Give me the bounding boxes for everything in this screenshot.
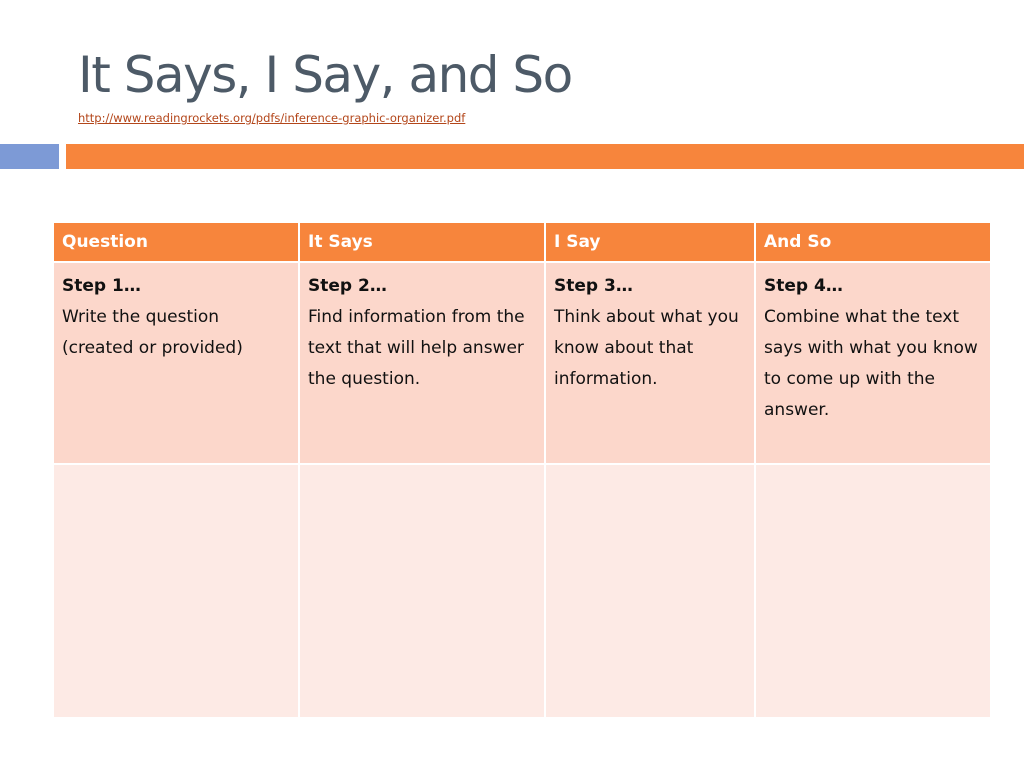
table-header-row xyxy=(53,222,991,262)
step-2-label: Step 2… xyxy=(308,276,387,296)
table-row-steps xyxy=(53,262,991,464)
header-i-say: I Say xyxy=(545,222,755,262)
source-link[interactable]: http://www.readingrockets.org/pdfs/inference-graphic-organizer.pdf xyxy=(78,111,466,125)
accent-bar-blue xyxy=(0,144,59,169)
accent-bar-orange xyxy=(66,144,1024,169)
step-4-cell xyxy=(755,262,991,464)
blank-cell-i-say[interactable] xyxy=(545,464,755,718)
step-2-cell xyxy=(299,262,545,464)
step-1-cell xyxy=(53,262,299,464)
step-2-text: Find information from the text that will help answer the question. xyxy=(308,307,525,389)
slide-title: It Says, I Say, and So xyxy=(78,46,572,104)
step-1-text: Write the question (created or provided) xyxy=(62,307,243,358)
header-and-so: And So xyxy=(755,222,991,262)
step-1-label: Step 1… xyxy=(62,276,141,296)
blank-cell-and-so[interactable] xyxy=(755,464,991,718)
step-4-label: Step 4… xyxy=(764,276,843,296)
header-it-says: It Says xyxy=(299,222,545,262)
step-3-text: Think about what you know about that information. xyxy=(554,307,739,389)
blank-cell-it-says[interactable] xyxy=(299,464,545,718)
header-question: Question xyxy=(53,222,299,262)
step-3-cell xyxy=(545,262,755,464)
step-3-label: Step 3… xyxy=(554,276,633,296)
table-row-blank xyxy=(53,464,991,718)
blank-cell-question[interactable] xyxy=(53,464,299,718)
step-4-text: Combine what the text says with what you know to come up with the answer. xyxy=(764,307,978,420)
graphic-organizer-table xyxy=(52,221,992,719)
